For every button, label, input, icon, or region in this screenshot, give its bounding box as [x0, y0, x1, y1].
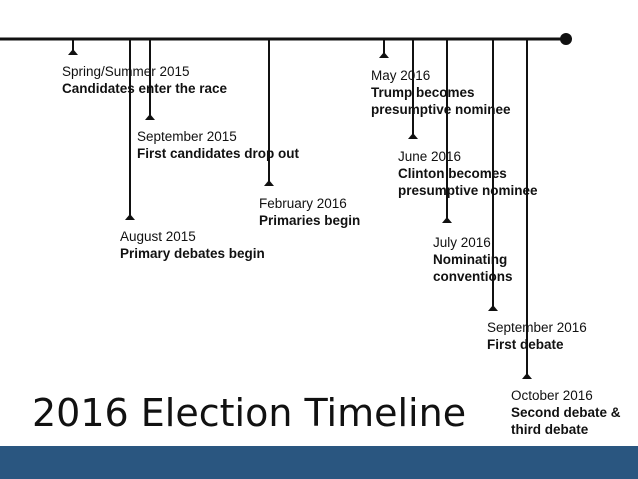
event-date: August 2015	[120, 229, 196, 244]
event-label-june-2016	[398, 148, 538, 199]
marker-tick	[442, 217, 452, 223]
marker-tick	[264, 180, 274, 186]
event-description: Candidates enter the race	[62, 81, 228, 96]
event-label-august-2015	[120, 228, 265, 262]
marker-tick	[408, 133, 418, 139]
event-label-september-2015	[137, 128, 299, 162]
event-date: September 2015	[137, 129, 237, 144]
event-date: October 2016	[511, 388, 593, 403]
event-date: June 2016	[398, 149, 462, 164]
event-label-spring-summer-2015	[62, 63, 227, 97]
event-description: Clinton becomes presumptive nominee	[398, 166, 538, 198]
event-description: First debate	[487, 337, 564, 352]
footer-bar	[0, 446, 638, 479]
marker-tick	[522, 373, 532, 379]
marker-tick	[145, 114, 155, 120]
event-description: Trump becomes presumptive nominee	[371, 85, 511, 117]
marker-tick	[125, 214, 135, 220]
event-description: First candidates drop out	[137, 146, 300, 161]
slide-title: 2016 Election Timeline	[32, 391, 467, 435]
event-description: Nominating conventions	[433, 252, 513, 284]
event-date: May 2016	[371, 68, 431, 83]
event-description: Primary debates begin	[120, 246, 265, 261]
event-date: September 2016	[487, 320, 587, 335]
event-description: Second debate & third debate	[511, 405, 621, 437]
event-label-october-2016	[511, 387, 621, 438]
marker-tick	[379, 52, 389, 58]
event-date: February 2016	[259, 196, 347, 211]
timeline-end-dot	[560, 33, 572, 45]
event-label-may-2016	[371, 67, 511, 118]
marker-tick	[68, 49, 78, 55]
event-label-july-2016	[433, 234, 513, 285]
event-description: Primaries begin	[259, 213, 361, 228]
event-date: Spring/Summer 2015	[62, 64, 190, 79]
event-label-february-2016	[259, 195, 360, 229]
event-date: July 2016	[433, 235, 491, 250]
event-label-september-2016	[487, 319, 587, 353]
marker-tick	[488, 305, 498, 311]
